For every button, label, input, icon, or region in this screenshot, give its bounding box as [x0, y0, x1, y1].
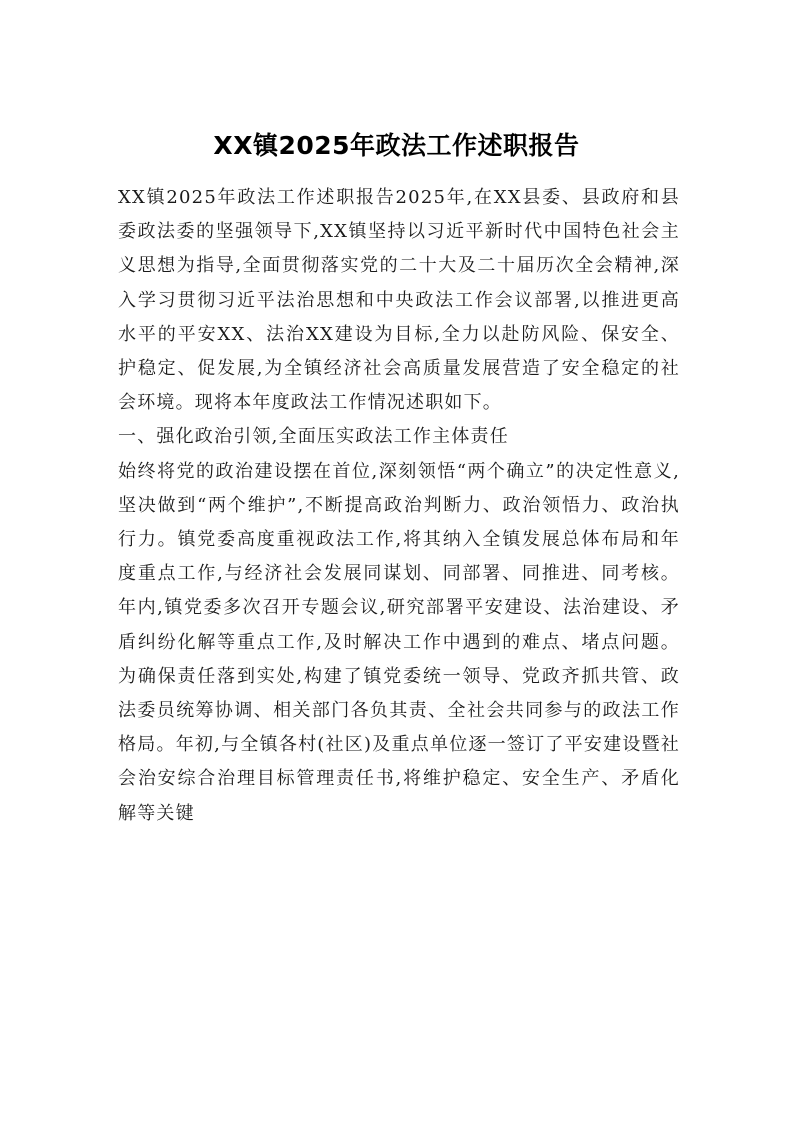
section-heading-1: 一、强化政治引领,全面压实政法工作主体责任: [118, 426, 509, 448]
intro-paragraph: XX镇2025年政法工作述职报告2025年,在XX县委、县政府和县委政法委的坚强领导下,XX镇坚持以习近平新时代中国特色社会主义思想为指导,全面贯彻落实党的二十大及二十届历次全会精神,深入学习贯彻习近平法治思想和中央政法工作会议部署,以推进更高水平的平安XX、法治XX建设为目标,全力以赴防风险、保安全、护稳定、促发展,为全镇经济社会高质量发展营造了安全稳定的社会环境。现将本年度政法工作情况述职如下。: [118, 187, 680, 414]
section-1-paragraph: 始终将党的政治建设摆在首位,深刻领悟“两个确立”的决定性意义,坚决做到“两个维护”,不断提高政治判断力、政治领悟力、政治执行力。镇党委高度重视政法工作,将其纳入全镇发展总体布局和年度重点工作,与经济社会发展同谋划、同部署、同推进、同考核。年内,镇党委多次召开专题会议,研究部署平安建设、法治建设、矛盾纠纷化解等重点工作,及时解决工作中遇到的难点、堵点问题。为确保责任落到实处,构建了镇党委统一领导、党政齐抓共管、政法委员统筹协调、相关部门各负其责、全社会共同参与的政法工作格局。年初,与全镇各村(社区)及重点单位逐一签订了平安建设暨社会治安综合治理目标管理责任书,将维护稳定、安全生产、矛盾化解等关键: [118, 460, 680, 824]
document-body: [118, 181, 680, 831]
document-title: XX镇2025年政法工作述职报告: [213, 131, 580, 160]
